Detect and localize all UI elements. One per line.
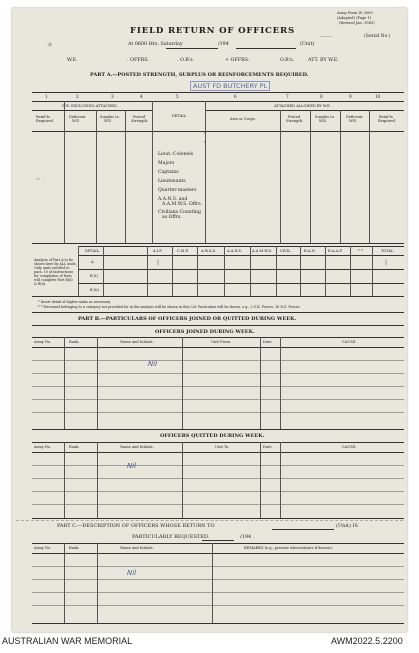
quitted-head-cause: CAUSE.	[342, 445, 357, 449]
part-c-line2a: PARTICULARLY REQUESTED.	[132, 534, 210, 540]
analysis-head-detail: DETAIL.	[85, 249, 101, 253]
head-c7-a: Posted	[288, 115, 301, 119]
analysis-note-4: para. 10 of instructions	[34, 270, 74, 274]
head-c3-b: W.E.	[104, 119, 112, 123]
att-label: ATT. BY W.E.	[308, 58, 339, 63]
unit-label: (Unit)	[300, 42, 315, 47]
head-c7-b: Strength.	[286, 119, 304, 123]
analysis-head-aif: A.I.F.	[153, 249, 163, 253]
we-excluding-label: W.E. EXCLUDING ATTACHED.	[62, 104, 118, 108]
rank-3: Captains	[158, 170, 179, 175]
col-num-9: 9	[349, 94, 352, 99]
partc-entry: Nil	[127, 569, 137, 577]
analysis-note-5: for completion of form	[34, 274, 72, 278]
joined-title: OFFICERS JOINED DURING WEEK.	[155, 329, 255, 335]
head-c1-b: Required.	[36, 119, 54, 123]
col-num-1: 1	[45, 94, 48, 99]
joined-head-armyno: Army No.	[34, 340, 52, 344]
quitted-head-date: Date.	[263, 445, 273, 449]
analysis-head-raaf: R.A.A.F.	[328, 249, 343, 253]
part-c-line2b: /194 .	[240, 534, 255, 540]
analysis-note-3: Only units entitled to	[34, 266, 70, 270]
quitted-head-armyno: Army No.	[34, 445, 52, 449]
head-c3-a: Surplus to	[100, 115, 119, 119]
footer-right: AWM2022.5.2200	[331, 636, 403, 646]
partc-head-rank: Rank.	[69, 546, 80, 550]
form-ref-3: (Revised Jan. 1943)	[339, 21, 375, 25]
head-c10-a: Reinf'ts	[379, 115, 393, 119]
head-c4-a: Posted	[133, 115, 146, 119]
analysis-row-bii: B (ii)	[90, 288, 99, 292]
page-title: FIELD RETURN OF OFFICERS	[130, 26, 295, 36]
analysis-head-aans: A.A.N.S.	[227, 249, 243, 253]
head-c9-a: Deficient	[346, 115, 363, 119]
joined-head-name: Name and Initials.	[120, 340, 154, 344]
rank-7: A.A.M.W.S. Offrs.	[162, 202, 203, 207]
footnote-1: * Insert detail of higher ranks as necessary.	[38, 300, 111, 304]
quitted-head-unit: Unit To.	[215, 445, 230, 449]
head-c2-a: Deficient	[69, 115, 86, 119]
partc-head-name: Name and Initials.	[120, 546, 154, 550]
part-c-line1a: PART C.—DESCRIPTION OF OFFICERS WHOSE RETURN TO	[57, 523, 215, 529]
part-b-heading: PART B.—PARTICULARS OF OFFICERS JOINED OR QUITTED DURING WEEK.	[78, 316, 297, 322]
footnote-2: * * Personnel belonging to a category not provided for in the analysis will be shown in this Col. Particulars will be shown, e.g., 3 U.K. Forces; 16 N.Z. Forces	[38, 305, 300, 309]
analysis-head-awas: A.W.A.S.	[201, 249, 217, 253]
head-c5: DETAIL.	[172, 114, 188, 118]
head-c4-b: Strength.	[131, 119, 149, 123]
col-num-2: 2	[76, 94, 79, 99]
time-label: At 0600 Hrs. Saturday	[128, 42, 183, 47]
head-c6: Arm or Corps.	[230, 117, 256, 121]
we-label: W.E.	[67, 58, 78, 63]
unit-stamp: AUST FD BUTCHERY PL	[190, 81, 270, 91]
col-num-7: 7	[286, 94, 289, 99]
col-num-3: 3	[111, 94, 114, 99]
part-a-heading: PART A.—POSTED STRENGTH, SURPLUS OR REINFORCEMENTS REQUIRED.	[90, 72, 309, 78]
rank-5: Quarter-masters	[158, 188, 197, 193]
analysis-head-civil: CIVIL.	[280, 249, 292, 253]
quitted-head-rank: Rank.	[69, 445, 80, 449]
quitted-head-name: Name and Initials.	[120, 445, 154, 449]
quitted-entry: Nil	[127, 462, 137, 470]
analysis-note-1: Analysis of Part A to be	[34, 258, 73, 262]
rank-2: Majors	[158, 161, 175, 166]
rank-1: Lieut.-Colonels	[158, 152, 194, 157]
form-ref-2: (Adapted) (Page 1)	[337, 16, 372, 20]
attached-allowed-label: ATTACHED ALLOWED BY W.E.	[274, 104, 331, 108]
analysis-note-7: & B(ii).	[34, 282, 47, 286]
joined-entry: Nil	[148, 360, 158, 368]
col-num-5: 5	[176, 94, 179, 99]
col-num-4: 4	[140, 94, 143, 99]
plus-offrs-label: + OFFRS.	[225, 58, 250, 63]
part-c-line1b: (Unit) IS	[336, 523, 358, 529]
pencil-mark: ✳	[47, 41, 53, 49]
handwritten-mark: ~ ·	[36, 177, 44, 183]
analysis-row-bi: B (i)	[90, 274, 98, 278]
ors2-label: O.R's.	[280, 58, 295, 63]
analysis-head-other: * *	[358, 249, 363, 253]
head-c1-a: Reinf'ts	[36, 115, 50, 119]
head-c2-b: W.E.	[72, 119, 80, 123]
partc-head-armyno: Army No.	[34, 546, 52, 550]
rank-4: Lieutenants	[158, 179, 186, 184]
head-c9-b: W.E.	[349, 119, 357, 123]
year-label: /194	[218, 42, 229, 47]
footer-left: AUSTRALIAN WAR MEMORIAL	[2, 636, 133, 646]
ors-label: . O.R's.	[177, 58, 195, 63]
joined-head-date: Date.	[263, 340, 273, 344]
serial-label: (Serial No.)	[364, 34, 391, 39]
analysis-head-total: TOTAL.	[381, 249, 395, 253]
quitted-title: OFFICERS QUITTED DURING WEEK.	[160, 433, 265, 439]
joined-head-cause: CAUSE.	[342, 340, 357, 344]
analysis-head-ran: R.A.N.	[304, 249, 316, 253]
rank-9: as Offrs.	[162, 215, 182, 220]
rank-6: A.A.N.S. and	[158, 197, 188, 202]
offrs-label: . OFFRS.	[127, 58, 149, 63]
rank-8: Civilians Counting	[158, 210, 201, 215]
analysis-note-2: shown here by ALL units.	[34, 262, 77, 266]
form-ref-1: Army Form W 3009	[337, 11, 373, 15]
joined-head-rank: Rank.	[69, 340, 80, 344]
analysis-head-cmf: C.M.F.	[177, 249, 189, 253]
col-num-10: 10	[375, 94, 381, 99]
col-num-8: 8	[320, 94, 323, 99]
head-c8-a: Surplus to	[315, 115, 334, 119]
joined-head-unit: Unit From.	[211, 340, 232, 344]
partc-head-remarks: REMARKS (e.g., present whereabouts if known).	[244, 546, 333, 550]
head-c8-b: W.E.	[319, 119, 327, 123]
analysis-row-a: A	[91, 260, 94, 264]
form-page: Army Form W 3009 (Adapted) (Page 1) (Revised Jan. 1943) ____ (Serial No.) FIELD RETURN OF OFFICERS At 0600 Hrs. Saturday /194 (Unit) ✳ W.E. . OFFRS. . O.R's. + OFFRS. O.R's. ATT. BY W.E. PART A.—POSTED STRENGTH, SURPLUS OR REINFORCEMENTS REQUIRED. AUST FD BUTCHERY PL 1 2 3 4 5 6 7 8 9 10 W.E. EXCLUDING ATTACHED. ATTACHED ALLOWED BY W.E. Reinf'ts Required. Deficient W.E. Surplus to W.E. Posted Strength. DETAIL. Arm or Corps. Posted Strength. Surplus to W.E. Deficient W.E. Reinf'ts Required. * * ~ · Lieut.-Colonels Majors Captains Lieutenants Quarter-masters A.A.N.S. and A.A.M.W.S. Offrs. Civilians Counting as Offrs. DETAIL. A.I.F. C.M.F. A.W.A.S. A.A.N.S. A.A.M.W.S. CIVIL. R.A.N. R.A.A.F. * * TOTAL. A B (i) B (ii) | | Analysis of Part A to be shown here by ALL units. Only units entitled to para. 10 of instructions for completion of form will complete Part B(ii) & B(ii). * Insert detail of higher ranks as necessary. * * Personnel belonging to a category not provided for in the analysis will be shown in this Col. Particulars will be shown, e.g., 3 U.K. Forces; 16 N.Z. Forces PART B.—PARTICULARS OF OFFICERS JOINED OR QUITTED DURING WEEK. OFFICERS JOINED DURING WEEK. Army No. Rank. Name and Initials. Unit From. Date. CAUSE. Nil OFFICERS QUITTED DURING WEEK. Army No. Rank. Name and Initials. Unit To. Date. CAUSE. Nil PART C.—DESCRIPTION OF OFFICERS WHOSE RETURN TO (Unit) IS PARTICULARLY REQUESTED. /194 . Army No. Rank. Name and Initials. REMARKS (e.g., present whereabouts if known). Nil	[12, 8, 407, 632]
head-c10-b: Required.	[378, 119, 396, 123]
col-num-6: 6	[234, 94, 237, 99]
analysis-note-6: will complete Part B(ii)	[34, 278, 73, 282]
analysis-head-aamws: A.A.M.W.S.	[252, 249, 272, 253]
